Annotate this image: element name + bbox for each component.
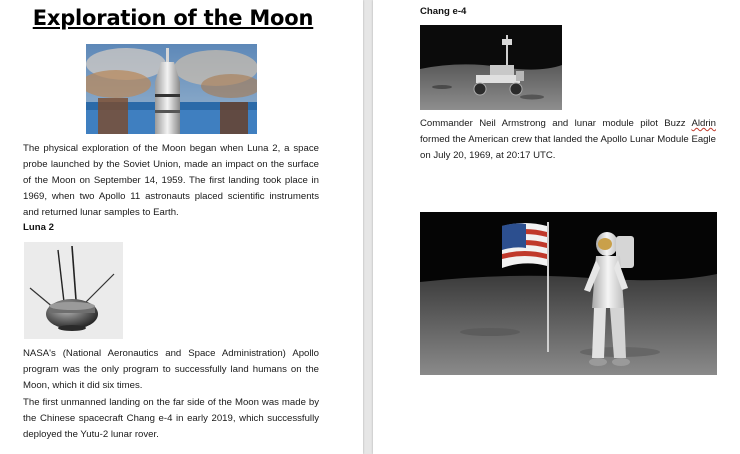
intro-paragraph: The physical exploration of the Moon began when Luna 2, a space probe launched by the Soviet Union, made an impact on the surface of the Moon on September 14, 1959. The first landing took place in 1969, when two Apollo 11 astronauts placed scientific instruments and returned lunar samples to Earth. [23,143,319,218]
astronaut-flag-image[interactable] [420,212,717,375]
document-page-right [373,0,740,454]
document-title: Exploration of the Moon [32,6,314,30]
far-side-paragraph: The first unmanned landing on the far side of the Moon was made by the Chinese spacecraft Chang e-4 in early 2019, which successfully deployed the Yutu-2 lunar rover. [23,397,319,440]
rocket-launch-image[interactable] [86,44,257,134]
document-page-left [0,0,363,454]
spellcheck-flagged-word[interactable]: Aldrin [691,118,716,129]
nasa-apollo-paragraph: NASA's (National Aeronautics and Space Administration) Apollo program was the only program to successfully land humans on the Moon, which it did six times. [23,348,319,391]
luna-2-heading: Luna 2 [23,222,54,233]
change-4-heading: Chang e-4 [420,6,467,17]
armstrong-paragraph-text-end: formed the American crew that landed the Apollo Lunar Module Eagle on July 20, 1969, at 20:17 UTC. [420,134,716,161]
lunar-rover-image[interactable] [420,25,562,110]
armstrong-paragraph-text-start: Commander Neil Armstrong and lunar module pilot Buzz [420,118,692,129]
armstrong-paragraph [420,116,716,164]
luna-2-probe-image[interactable] [24,242,123,339]
